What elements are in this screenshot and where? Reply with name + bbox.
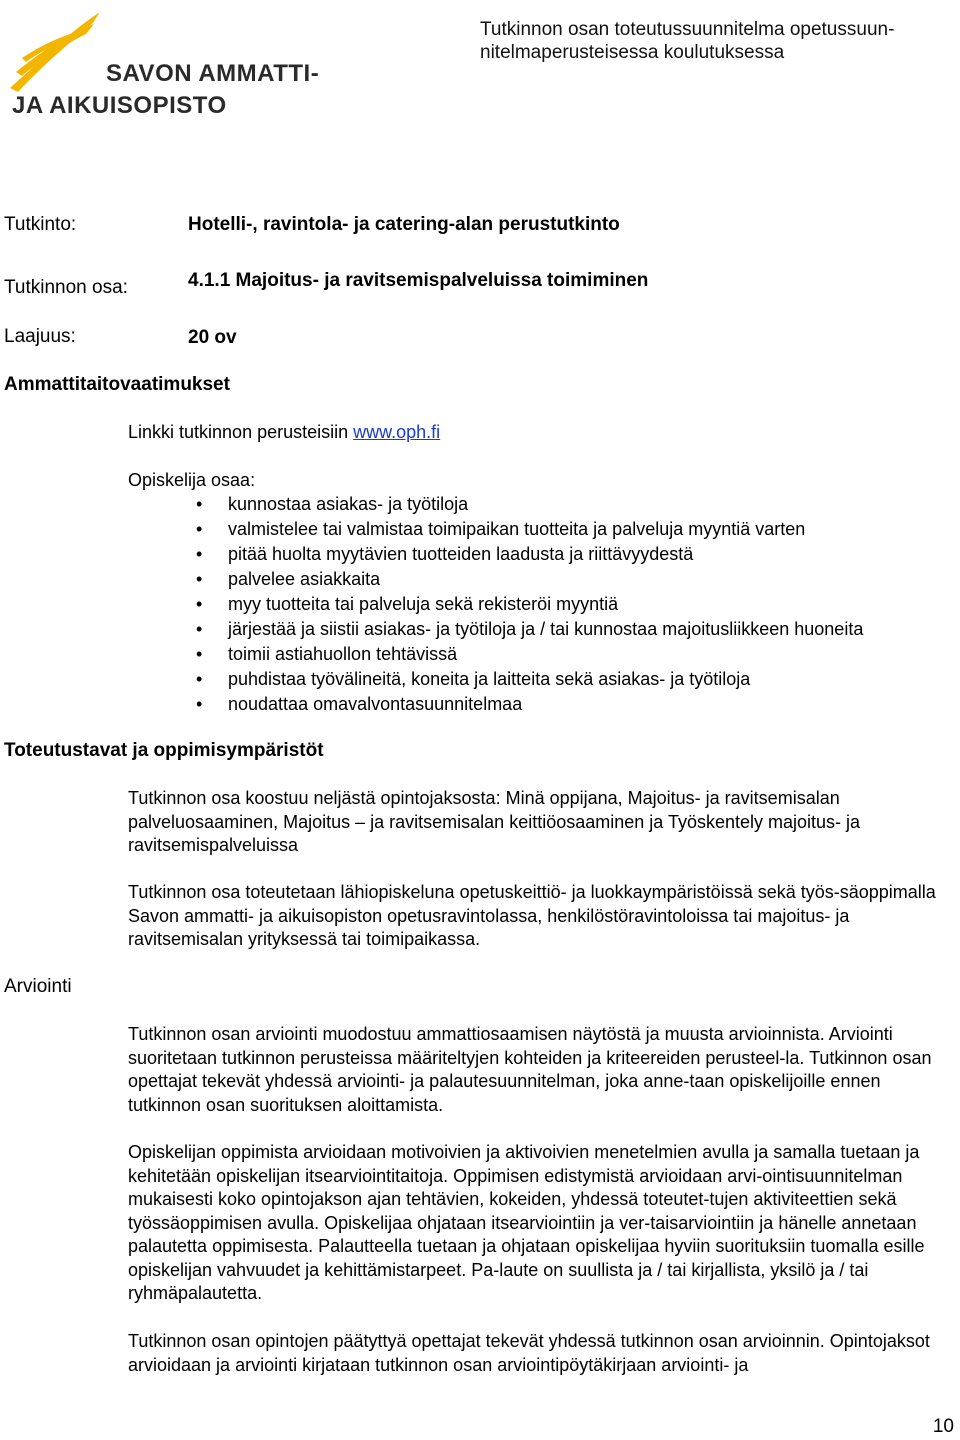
laajuus-label: Laajuus: (4, 326, 76, 347)
oph-link[interactable]: www.oph.fi (353, 422, 441, 442)
perusteet-link-line (128, 421, 958, 445)
list-item: • myy tuotteita tai palveluja sekä rekisteröi myyntiä (196, 592, 863, 617)
arviointi-paragraph-1: Tutkinnon osan arviointi muodostuu ammattiosaamisen näytöstä ja muusta arvioinnista. Arviointi suoritetaan tutkinnon perusteissa määriteltyjen kohteiden ja kriteereiden perusteel-la. Tutkinnon osan opettajat tekevät yhdessä arviointi- ja palautesuunnitelman, joka anne-taan opiskelijoille ennen tutkinnon osan suorituksen aloittamista. (128, 1024, 932, 1115)
tutkinto-label: Tutkinto: (4, 214, 77, 235)
list-item: • noudattaa omavalvontasuunnitelmaa (196, 692, 863, 717)
tutkinnon-osa-label: Tutkinnon osa: (4, 277, 128, 298)
toteutus-paragraph-2: Tutkinnon osa toteutetaan lähiopiskeluna opetuskeittiö- ja luokkaympäristöissä sekä työs-säoppimalla Savon ammatti- ja aikuisopiston opetusravintolassa, henkilöstöravintoloissa tai majoitus- ja ravitsemisalan yrityksessä tai toimipaikassa. (128, 882, 936, 949)
list-item: • kunnostaa asiakas- ja työtiloja (196, 492, 863, 517)
organization-logo (8, 8, 348, 118)
logo-swoosh-icon (8, 8, 118, 98)
list-item: • toimii astiahuollon tehtävissä (196, 642, 863, 667)
page-number: 10 (932, 1416, 954, 1437)
ammattitaito-heading: Ammattitaitovaatimukset (4, 374, 230, 395)
arviointi-heading: Arviointi (4, 976, 72, 997)
tutkinnon-osa-value: 4.1.1 Majoitus- ja ravitsemispalveluissa toimiminen (188, 270, 649, 291)
link-prefix: Linkki tutkinnon perusteisiin (128, 422, 354, 442)
arviointi-paragraph-2: Opiskelijan oppimista arvioidaan motivoivien ja aktivoivien menetelmien avulla ja samalla tuetaan ja kehitetään opiskelijan itsearviointitaitoja. Oppimisen edistymistä arvioidaan arvi-ointisuunnitelman mukaisesti koko opintojakson ajan tehtävien, kokeiden, yhdessä toteutet-tujen aktiviteettien sekä työssäoppimisen avulla. Opiskelijaa ohjataan itsearviointiin ja ver-taisarviointiin ja hänelle annetaan palautetta oppimisesta. Palautteella tuetaan ja ohjataan opiskelijaa hyviin suorituksiin tuomalla esille opiskelijan vahvuudet ja kehittämistarpeet. Pa-laute on suullista ja / tai kirjallista, yksilö ja / tai ryhmäpalautetta. (128, 1142, 925, 1303)
document-header-title: Tutkinnon osan toteutussuunnitelma opetussuun-nitelmaperusteisessa koulutuksessa (480, 19, 895, 63)
logo-text-line2: JA AIKUISOPISTO (12, 92, 227, 119)
arviointi-paragraph-3: Tutkinnon osan opintojen päätyttyä opettajat tekevät yhdessä tutkinnon osan arvioinnin. Opintojaksot arvioidaan ja arviointi kirjataan tutkinnon osan arviointipöytäkirjaan arviointi- ja (128, 1331, 930, 1375)
logo-text-line1: SAVON AMMATTI- (106, 60, 320, 87)
opiskelija-osaa-intro: Opiskelija osaa: (128, 470, 256, 490)
list-item: • palvelee asiakkaita (196, 567, 863, 592)
laajuus-value: 20 ov (188, 327, 237, 348)
tutkinto-value: Hotelli-, ravintola- ja catering-alan perustutkinto (188, 214, 620, 235)
toteutus-paragraph-1: Tutkinnon osa koostuu neljästä opintojaksosta: Minä oppijana, Majoitus- ja ravitsemisalan palveluosaaminen, Majoitus – ja ravitsemisalan keittiöosaaminen ja Työskentely majoitus- ja ravitsemispalveluissa (128, 788, 861, 855)
skills-list (196, 492, 863, 717)
toteutus-heading: Toteutustavat ja oppimisympäristöt (4, 740, 324, 761)
list-item: • valmistelee tai valmistaa toimipaikan tuotteita ja palveluja myyntiä varten (196, 517, 863, 542)
list-item: • pitää huolta myytävien tuotteiden laadusta ja riittävyydestä (196, 542, 863, 567)
list-item: • puhdistaa työvälineitä, koneita ja laitteita sekä asiakas- ja työtiloja (196, 667, 863, 692)
list-item: • järjestää ja siistii asiakas- ja työtiloja ja / tai kunnostaa majoitusliikkeen huoneita (196, 617, 863, 642)
